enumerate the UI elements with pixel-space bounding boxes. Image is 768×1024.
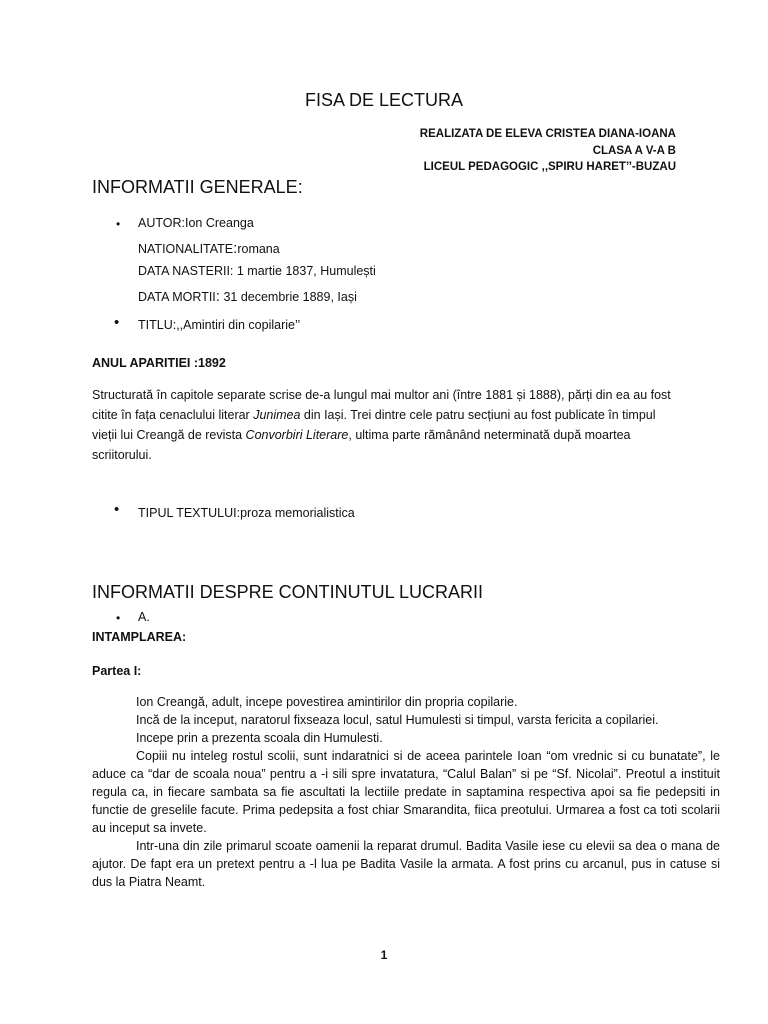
data-mortii-line: DATA MORTII: 31 decembrie 1889, Iași — [138, 288, 357, 305]
story-paragraph: Incă de la inceput, naratorul fixseaza locul, satul Humulesti si timpul, varsta fericita a copilariei. — [136, 713, 659, 727]
convorbiri-text: Convorbiri Literare — [245, 428, 349, 442]
anul-aparitiei: ANUL APARITIEI :1892 — [92, 356, 226, 370]
item-a: A. — [138, 610, 150, 624]
titlu-line: TITLU:,,Amintiri din copilarie’’ — [138, 318, 301, 332]
page-number: 1 — [380, 948, 388, 962]
section-heading-content: INFORMATII DESPRE CONTINUTUL LUCRARII — [92, 582, 484, 602]
data-mortii-label: DATA MORTII — [138, 290, 216, 304]
nationalitate-label: NATIONALITATE — [138, 242, 234, 256]
section-heading-general: INFORMATII GENERALE: — [92, 177, 303, 197]
story-paragraph: Copiii nu inteleg rostul scolii, sunt indaratnici si de aceea parintele Ioan “om vrednic si cu bunatate”, le aduce ca “dar de scoala noua” pentru a -i sili spre invatatura, “Calul Balan” si pe “Sf. Nicolai”. Preotul a instituit regula ca, in fiecare sambata sa fie ascultati la lectiile predate in saptamina respectiva apoi sa fie pedepsiti in functie de greselile facute. Prima pedepsita a fost chiar Smarandita, fiica preotului. Urmarea a fost ca toti scolarii au inceput sa invete. — [92, 749, 720, 835]
bullet-icon: • — [116, 217, 121, 231]
intamplarea-label: INTAMPLAREA: — [92, 630, 187, 644]
story-text — [92, 693, 720, 891]
author-block — [420, 126, 676, 176]
story-paragraph: Ion Creangă, adult, incepe povestirea amintirilor din propria copilarie. — [136, 695, 518, 709]
bullet-icon: • — [116, 611, 121, 625]
partea-label: Partea I: — [92, 664, 142, 678]
structure-paragraph: Structurată în capitole separate scrise de-a lungul mai multor ani (între 1881 și 1888), părți din ea au fost citite în fața cenaclului literar Junimea din Iași. Trei dintre cele patru secțiuni au fost publicate în timpul vieții lui Creangă de revista Convorbiri Literare, ultima parte rămânând neterminată după moartea scriitorului. — [92, 388, 671, 462]
document-title: FISA DE LECTURA — [304, 90, 464, 110]
tipul-textului-line: TIPUL TEXTULUI:proza memorialistica — [138, 506, 355, 520]
autor-line: AUTOR:Ion Creanga — [138, 216, 254, 230]
junimea-text: Junimea — [253, 408, 301, 422]
bullet-icon: • — [114, 501, 120, 518]
bullet-icon: • — [114, 314, 120, 331]
author-line: REALIZATA DE ELEVA CRISTEA DIANA-IOANA — [419, 128, 676, 140]
nationalitate-line: NATIONALITATE:romana — [138, 240, 280, 257]
data-nasterii-line: DATA NASTERII: 1 martie 1837, Humulești — [138, 264, 376, 278]
story-paragraph: Incepe prin a prezenta scoala din Humulesti. — [136, 731, 383, 745]
story-paragraph: Intr-una din zile primarul scoate oamenii la reparat drumul. Badita Vasile iese cu elevii sa dea o mana de ajutor. De fapt era un pretext pentru a -l lua pe Badita Vasile la armata. A fost prins cu arcanul, pus in catuse si dus la Piatra Neamt. — [92, 839, 720, 889]
school-line: LICEUL PEDAGOGIC ,,SPIRU HARET’’-BUZAU — [423, 161, 676, 173]
nationalitate-value: romana — [237, 242, 280, 256]
class-line: CLASA A V-A B — [592, 144, 676, 157]
data-mortii-value: 31 decembrie 1889, Iași — [219, 290, 357, 304]
